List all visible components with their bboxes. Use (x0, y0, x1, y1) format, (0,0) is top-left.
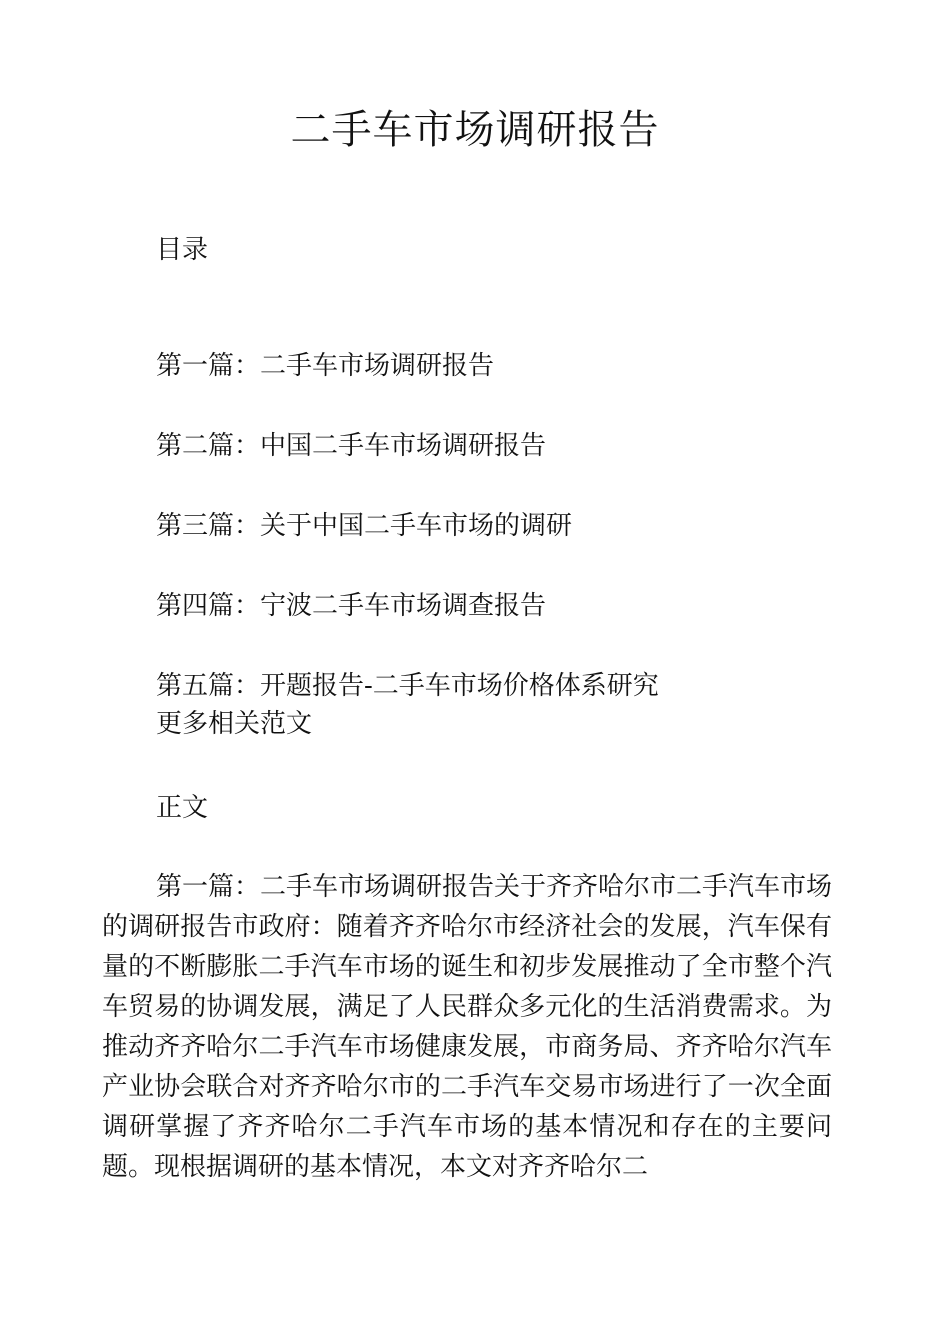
toc-item[interactable]: 第五篇：开题报告-二手车市场价格体系研究 (156, 671, 659, 701)
more-related-link[interactable]: 更多相关范文 (156, 709, 313, 739)
table-of-contents (156, 348, 659, 704)
toc-item[interactable]: 第一篇：二手车市场调研报告 (156, 351, 495, 381)
toc-item[interactable]: 第三篇：关于中国二手车市场的调研 (156, 511, 573, 541)
toc-heading: 目录 (156, 235, 209, 265)
body-heading: 正文 (156, 793, 209, 823)
toc-item[interactable]: 第四篇：宁波二手车市场调查报告 (156, 591, 547, 621)
document-title: 二手车市场调研报告 (290, 107, 660, 153)
body-paragraph: 第一篇：二手车市场调研报告关于齐齐哈尔市二手汽车市场的调研报告市政府：随着齐齐哈尔市经济社会的发展，汽车保有量的不断膨胀二手汽车市场的诞生和初步发展推动了全市整个汽车贸易的协调发展，满足了人民群众多元化的生活消费需求。为推动齐齐哈尔二手汽车市场健康发展，市商务局、齐齐哈尔汽车产业协会联合对齐齐哈尔市的二手汽车交易市场进行了一次全面调研掌握了齐齐哈尔二手汽车市场的基本情况和存在的主要问题。现根据调研的基本情况，本文对齐齐哈尔二 (102, 872, 833, 1182)
toc-item[interactable]: 第二篇：中国二手车市场调研报告 (156, 431, 547, 461)
